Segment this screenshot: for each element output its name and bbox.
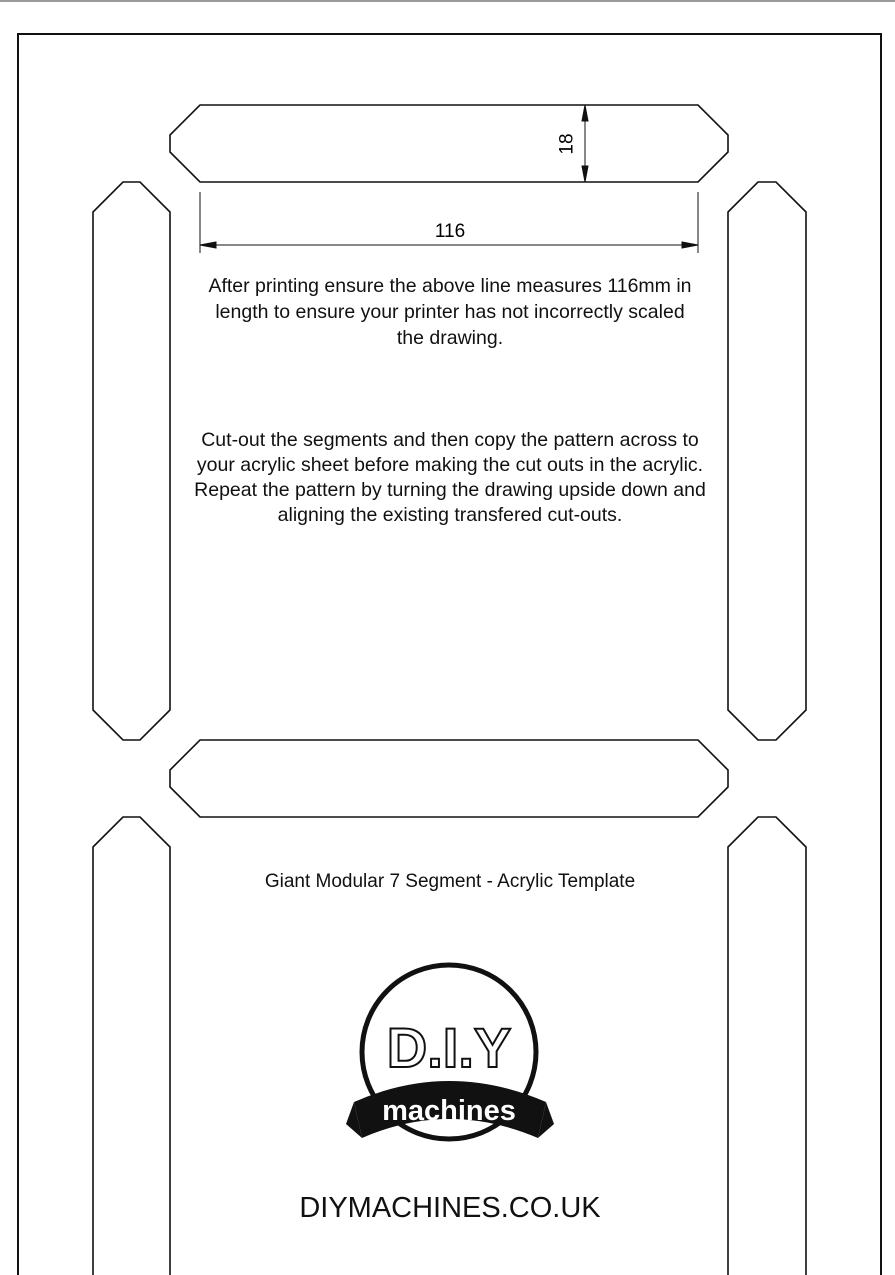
scale-check-instruction: After printing ensure the above line measures 116mm in length to ensure your printer has not incorrectly scaled the drawing. (208, 275, 692, 349)
segment-lower-left (93, 817, 170, 1275)
segment-upper-left (93, 182, 170, 740)
width-dimension-label: 116 (434, 221, 466, 242)
svg-text:machines: machines (382, 1095, 516, 1127)
segment-lower-right (728, 817, 806, 1275)
segment-middle (170, 740, 728, 817)
cutting-instruction: Cut-out the segments and then copy the pattern across to your acrylic sheet before making the cut outs in the acrylic. Repeat the pattern by turning the drawing upside down and aligning the existing transfered cut-outs. (194, 429, 706, 526)
dimension-height (582, 105, 588, 182)
segment-upper-right (728, 182, 806, 740)
segment-top (170, 105, 728, 182)
height-dimension-label: 18 (556, 133, 578, 155)
svg-text:D.I.Y: D.I.Y (386, 1016, 512, 1079)
template-title: Giant Modular 7 Segment - Acrylic Template (264, 871, 636, 892)
diy-machines-logo (346, 965, 554, 1139)
website-url: DIYMACHINES.CO.UK (299, 1192, 601, 1224)
